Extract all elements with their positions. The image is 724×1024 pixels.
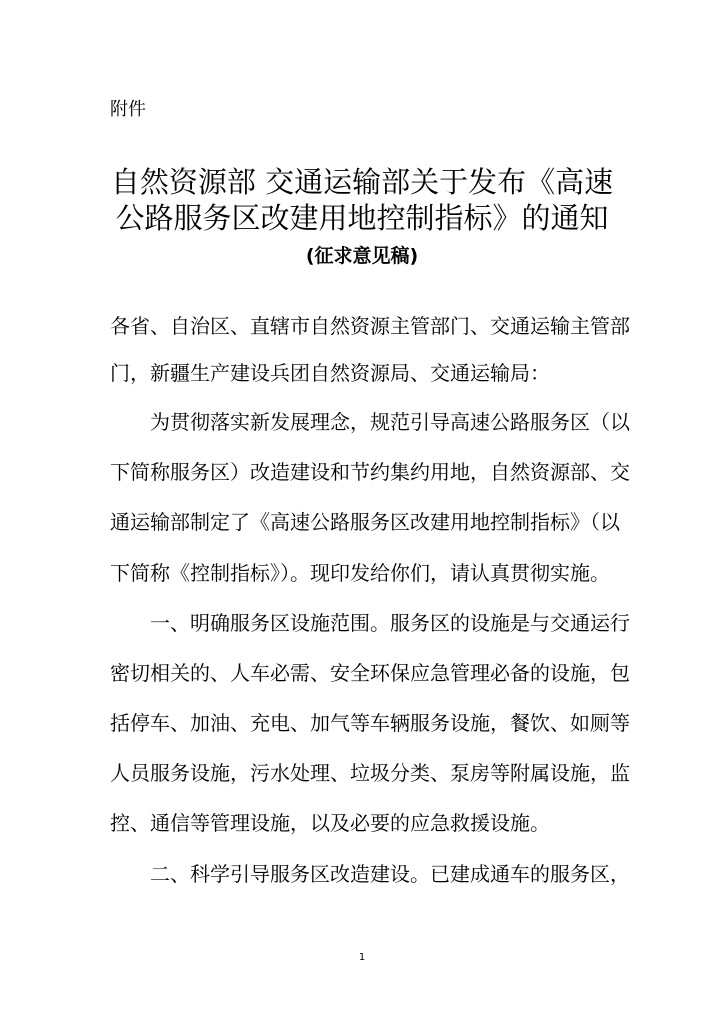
- document-title-line-1: 自然资源部 交通运输部关于发布《高速: [110, 165, 614, 199]
- paragraph-3-line-2: 密切相关的、人车必需、安全环保应急管理必备的设施，包: [110, 661, 630, 685]
- paragraph-3-line-1: 一、明确服务区设施范围。服务区的设施是与交通运行: [150, 611, 630, 635]
- attachment-label: 附件: [110, 99, 146, 120]
- paragraph-2-line-1: 为贯彻落实新发展理念，规范引导高速公路服务区（以: [150, 410, 630, 434]
- salutation-line-2: 门，新疆生产建设兵团自然资源局、交通运输局：: [110, 361, 550, 385]
- paragraph-3-line-3: 括停车、加油、充电、加气等车辆服务设施，餐饮、如厕等: [110, 711, 630, 735]
- paragraph-2-line-4: 下简称《控制指标》）。现印发给你们，请认真贯彻实施。: [110, 561, 610, 585]
- paragraph-4-line-1: 二、科学引导服务区改造建设。已建成通车的服务区，: [150, 862, 630, 886]
- paragraph-2-line-2: 下简称服务区）改造建设和节约集约用地，自然资源部、交: [110, 460, 630, 484]
- document-subtitle: (征求意见稿): [305, 245, 419, 267]
- document-title-line-2: 公路服务区改建用地控制指标》的通知: [115, 201, 609, 235]
- paragraph-3-line-5: 控、通信等管理设施，以及必要的应急救援设施。: [110, 811, 550, 835]
- paragraph-3-line-4: 人员服务设施，污水处理、垃圾分类、泵房等附属设施，监: [110, 761, 630, 785]
- page-number: 1: [358, 952, 366, 963]
- paragraph-2-line-3: 通运输部制定了《高速公路服务区改建用地控制指标》（以: [110, 510, 620, 534]
- salutation-line-1: 各省、自治区、直辖市自然资源主管部门、交通运输主管部: [110, 314, 630, 338]
